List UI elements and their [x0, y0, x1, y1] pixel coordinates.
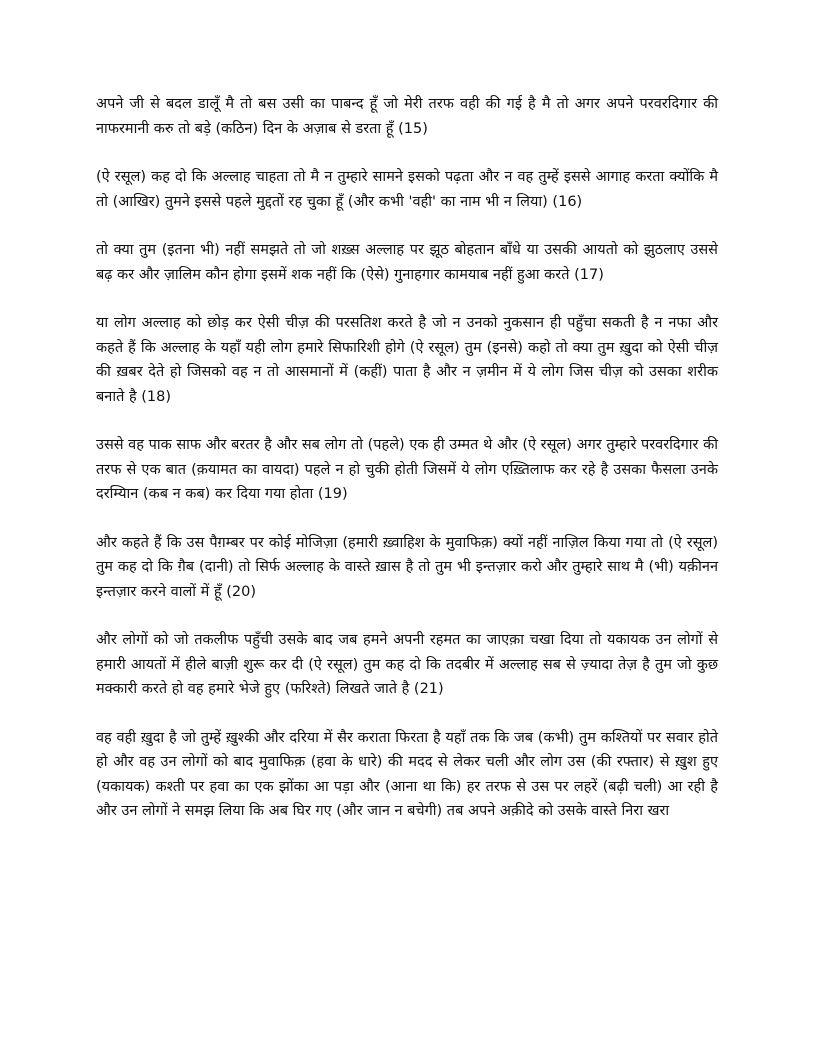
verse-paragraph-18: या लोग अल्लाह को छोड़ कर ऐसी चीज़ की परसतिश करते है जो न उनको नुकसान ही पहुँचा सकती है न नफा और कहते हैं कि अल्लाह के यहाँ यही लोग हमारे सिफारिशी होगे (ऐ रसूल) तुम (इनसे) कहो तो क्या तुम ख़ुदा को ऐसी चीज़ की ख़बर देते हो जिसको वह न तो आसमानों में (कहीं) पाता है और न ज़मीन में ये लोग जिस चीज़ को उसका शरीक बनाते है (18): [96, 315, 718, 405]
document-page: [96, 92, 718, 848]
verse-paragraph-20: और कहते हैं कि उस पैग़म्बर पर कोई मोजिज़ा (हमारी ख़्वाहिश के मुवाफिक़) क्यों नहीं नाज़िल किया गया तो (ऐ रसूल) तुम कह दो कि ग़ैब (दानी) तो सिर्फ अल्लाह के वास्ते ख़ास है तो तुम भी इन्तज़ार करो और तुम्हारे साथ मै (भी) यक़ीनन इन्तज़ार करने वालों में हूँ (20): [96, 534, 718, 600]
verse-paragraph-16: (ऐ रसूल) कह दो कि अल्लाह चाहता तो मै न तुम्हारे सामने इसको पढ़ता और न वह तुम्हें इससे आगाह करता क्योंकि मै तो (आखिर) तुमने इससे पहले मुद्दतों रह चुका हूँ (और कभी 'वही' का नाम भी न लिया) (16): [96, 169, 718, 210]
verse-paragraph-17: तो क्या तुम (इतना भी) नहीं समझते तो जो शख़्स अल्लाह पर झूठ बोहतान बाँधे या उसकी आयतो को झुठलाए उससे बढ़ कर और ज़ालिम कौन होगा इसमें शक नहीं कि (ऐसे) गुनाहगार कामयाब नहीं हुआ करते (17): [96, 242, 718, 283]
verse-paragraph-22: वह वही ख़ुदा है जो तुम्हें ख़ुश्की और दरिया में सैर कराता फिरता है यहाँ तक कि जब (कभी) तुम कश्तियों पर सवार होते हो और वह उन लोगों को बाद मुवाफिक़ (हवा के धारे) की मदद से लेकर चली और लोग उस (की रफ्तार) से ख़ुश हुए (यकायक) कश्ती पर हवा का एक झोंका आ पड़ा और (आना था कि) हर तरफ से उस पर लहरें (बढ़ी चली) आ रही है और उन लोगों ने समझ लिया कि अब घिर गए (और जान न बचेगी) तब अपने अक़ीदे को उसके वास्ते निरा खरा: [96, 729, 718, 819]
verse-paragraph-19: उससे वह पाक साफ और बरतर है और सब लोग तो (पहले) एक ही उम्मत थे और (ऐ रसूल) अगर तुम्हारे परवरदिगार की तरफ से एक बात (क़यामत का वायदा) पहले न हो चुकी होती जिसमें ये लोग एख़्तिलाफ कर रहे है उसका फैसला उनके दरम्यिान (कब न कब) कर दिया गया होता (19): [96, 437, 718, 502]
verse-paragraph-21: और लोगों को जो तकलीफ पहुँची उसके बाद जब हमने अपनी रहमत का जाएक़ा चखा दिया तो यकायक उन लोगों से हमारी आयतों में हीले बाज़ी शुरू कर दी (ऐ रसूल) तुम कह दो कि तदबीर में अल्लाह सब से ज़्यादा तेज़ है तुम जो कुछ मक्कारी करते हो वह हमारे भेजे हुए (फरिश्ते) लिखते जाते है (21): [96, 632, 718, 697]
verse-paragraph-15: अपने जी से बदल डालूँ मै तो बस उसी का पाबन्द हूँ जो मेरी तरफ वही की गई है मै तो अगर अपने परवरदिगार की नाफरमानी करु तो बड़े (कठिन) दिन के अज़ाब से डरता हूँ (15): [96, 96, 718, 137]
